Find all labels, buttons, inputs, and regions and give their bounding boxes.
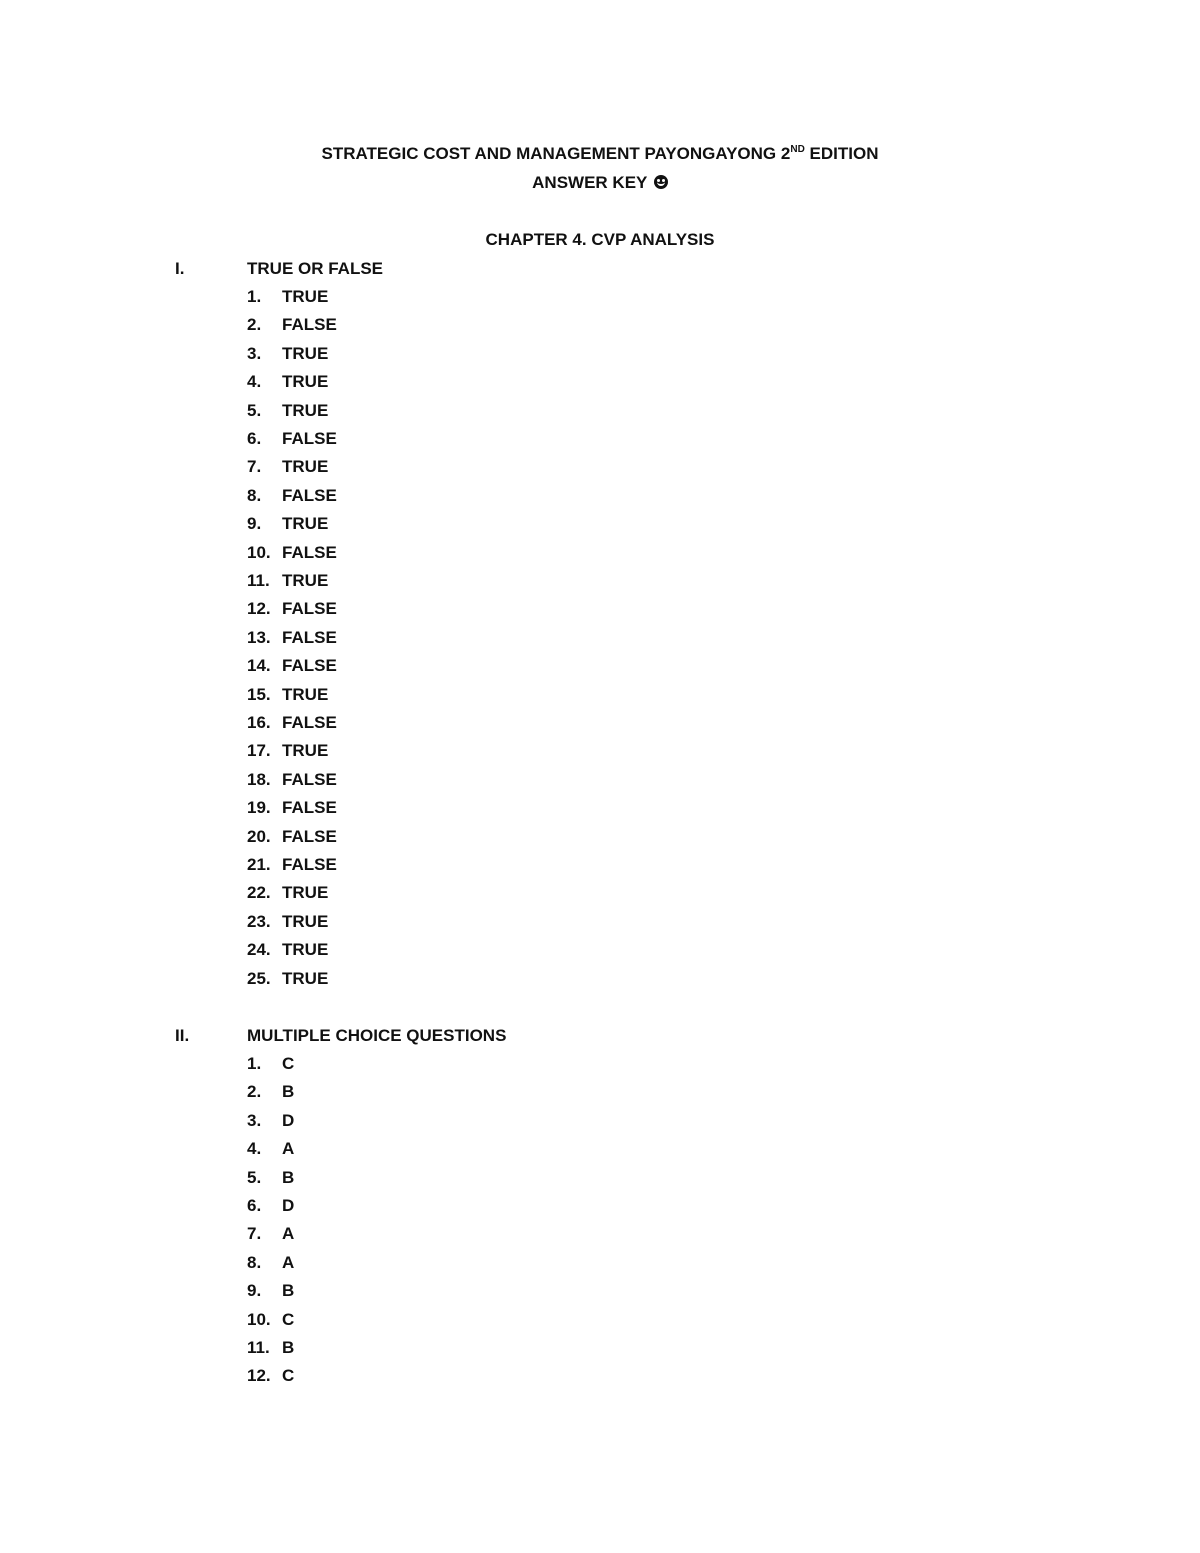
item-number: 15. <box>247 684 271 704</box>
item-number: 16. <box>247 713 271 732</box>
item-number: 11. <box>247 571 270 590</box>
answer-item <box>247 911 328 933</box>
item-answer: FALSE <box>282 429 337 448</box>
item-answer: FALSE <box>282 627 337 647</box>
item-answer: TRUE <box>282 400 329 420</box>
item-number: 7. <box>247 1224 262 1244</box>
answer-item <box>247 1309 294 1331</box>
document-title <box>0 143 1200 165</box>
answer-item <box>247 570 328 592</box>
item-answer: FALSE <box>282 798 337 818</box>
item-number: 6. <box>247 429 262 448</box>
answer-item <box>247 854 337 876</box>
section-heading: MULTIPLE CHOICE QUESTIONS <box>247 1026 507 1045</box>
item-answer: FALSE <box>282 855 337 874</box>
answer-item <box>247 712 337 734</box>
answer-item <box>247 598 337 620</box>
answer-item <box>247 456 328 478</box>
item-answer: FALSE <box>282 599 337 619</box>
answer-item <box>247 1252 294 1274</box>
answer-item <box>247 1081 294 1103</box>
item-number: 18. <box>247 769 271 789</box>
answer-item <box>247 769 337 791</box>
section-heading: TRUE OR FALSE <box>247 259 384 278</box>
item-answer: TRUE <box>282 571 329 590</box>
item-answer: TRUE <box>282 883 329 903</box>
title-superscript: ND <box>790 144 805 155</box>
item-number: 17. <box>247 741 271 761</box>
item-number: 8. <box>247 1252 262 1272</box>
item-number: 19. <box>247 798 271 818</box>
answer-item <box>247 1167 294 1189</box>
answer-item <box>247 684 328 706</box>
item-answer: FALSE <box>282 485 337 505</box>
item-number: 10. <box>247 542 271 562</box>
answer-item <box>247 627 337 649</box>
item-answer: TRUE <box>282 457 329 477</box>
answer-item <box>247 400 328 422</box>
answer-item <box>247 1110 294 1132</box>
item-number: 4. <box>247 372 262 392</box>
item-answer: D <box>282 1196 295 1215</box>
item-answer: C <box>282 1309 295 1329</box>
item-answer: TRUE <box>282 940 329 960</box>
section-numeral: II. <box>175 1026 190 1045</box>
item-number: 7. <box>247 457 262 477</box>
item-answer: B <box>282 1167 295 1187</box>
item-number: 2. <box>247 1082 262 1102</box>
item-answer: C <box>282 1366 295 1386</box>
item-answer: C <box>282 1054 295 1073</box>
answer-item <box>247 542 337 564</box>
item-answer: TRUE <box>282 514 329 534</box>
item-number: 4. <box>247 1139 262 1159</box>
item-answer: TRUE <box>282 343 329 363</box>
item-number: 25. <box>247 968 271 988</box>
answer-item <box>247 428 337 450</box>
item-answer: B <box>282 1338 295 1357</box>
answer-item <box>247 485 337 507</box>
item-answer: FALSE <box>282 826 337 846</box>
item-number: 3. <box>247 343 262 363</box>
item-number: 5. <box>247 1167 262 1187</box>
item-number: 8. <box>247 485 262 505</box>
answer-item <box>247 286 328 308</box>
item-number: 12. <box>247 1366 271 1386</box>
item-number: 5. <box>247 400 262 420</box>
item-number: 10. <box>247 1309 271 1329</box>
answer-item <box>247 968 328 990</box>
answer-item <box>247 797 337 819</box>
item-number: 1. <box>247 1054 262 1073</box>
item-number: 21. <box>247 855 271 874</box>
item-answer: FALSE <box>282 656 337 676</box>
item-number: 9. <box>247 514 262 534</box>
answer-item <box>247 1138 294 1160</box>
item-number: 23. <box>247 911 271 931</box>
answer-item <box>247 1280 294 1302</box>
item-answer: TRUE <box>282 968 329 988</box>
item-answer: A <box>282 1139 295 1159</box>
item-answer: TRUE <box>282 372 329 392</box>
document-subtitle <box>0 172 1200 194</box>
item-answer: TRUE <box>282 684 329 704</box>
answer-item <box>247 513 328 535</box>
item-answer: FALSE <box>282 542 337 562</box>
item-answer: B <box>282 1082 295 1102</box>
answer-item <box>247 826 337 848</box>
smiley-icon <box>654 175 668 189</box>
item-answer: D <box>282 1110 295 1130</box>
item-answer: A <box>282 1224 295 1244</box>
answer-item <box>247 314 337 336</box>
answer-item <box>247 1365 294 1387</box>
item-answer: FALSE <box>282 315 337 335</box>
answer-item <box>247 371 328 393</box>
item-answer: FALSE <box>282 713 337 732</box>
item-number: 1. <box>247 287 262 306</box>
answer-item <box>247 882 328 904</box>
answer-item <box>247 1337 294 1359</box>
answer-item <box>247 740 328 762</box>
item-number: 11. <box>247 1338 270 1357</box>
item-number: 9. <box>247 1281 262 1301</box>
item-answer: TRUE <box>282 287 329 306</box>
answer-item <box>247 655 337 677</box>
subtitle-text: ANSWER KEY <box>532 173 648 192</box>
answer-item <box>247 1195 294 1217</box>
answer-item <box>247 1053 294 1075</box>
title-end: EDITION <box>804 144 879 163</box>
item-number: 20. <box>247 826 271 846</box>
item-number: 14. <box>247 656 271 676</box>
item-number: 12. <box>247 599 271 619</box>
item-answer: TRUE <box>282 741 329 761</box>
section-numeral: I. <box>175 259 185 278</box>
item-number: 22. <box>247 883 271 903</box>
item-number: 24. <box>247 940 271 960</box>
item-number: 2. <box>247 315 262 335</box>
answer-item <box>247 1223 294 1245</box>
item-answer: FALSE <box>282 769 337 789</box>
item-number: 13. <box>247 627 271 647</box>
title-main: STRATEGIC COST AND MANAGEMENT PAYONGAYONG 2 <box>321 144 791 163</box>
item-number: 6. <box>247 1196 262 1215</box>
answer-item <box>247 939 328 961</box>
item-answer: B <box>282 1281 295 1301</box>
item-answer: A <box>282 1252 295 1272</box>
chapter-heading: CHAPTER 4. CVP ANALYSIS <box>485 230 715 249</box>
answer-item <box>247 343 328 365</box>
item-number: 3. <box>247 1110 262 1130</box>
item-answer: TRUE <box>282 911 329 931</box>
